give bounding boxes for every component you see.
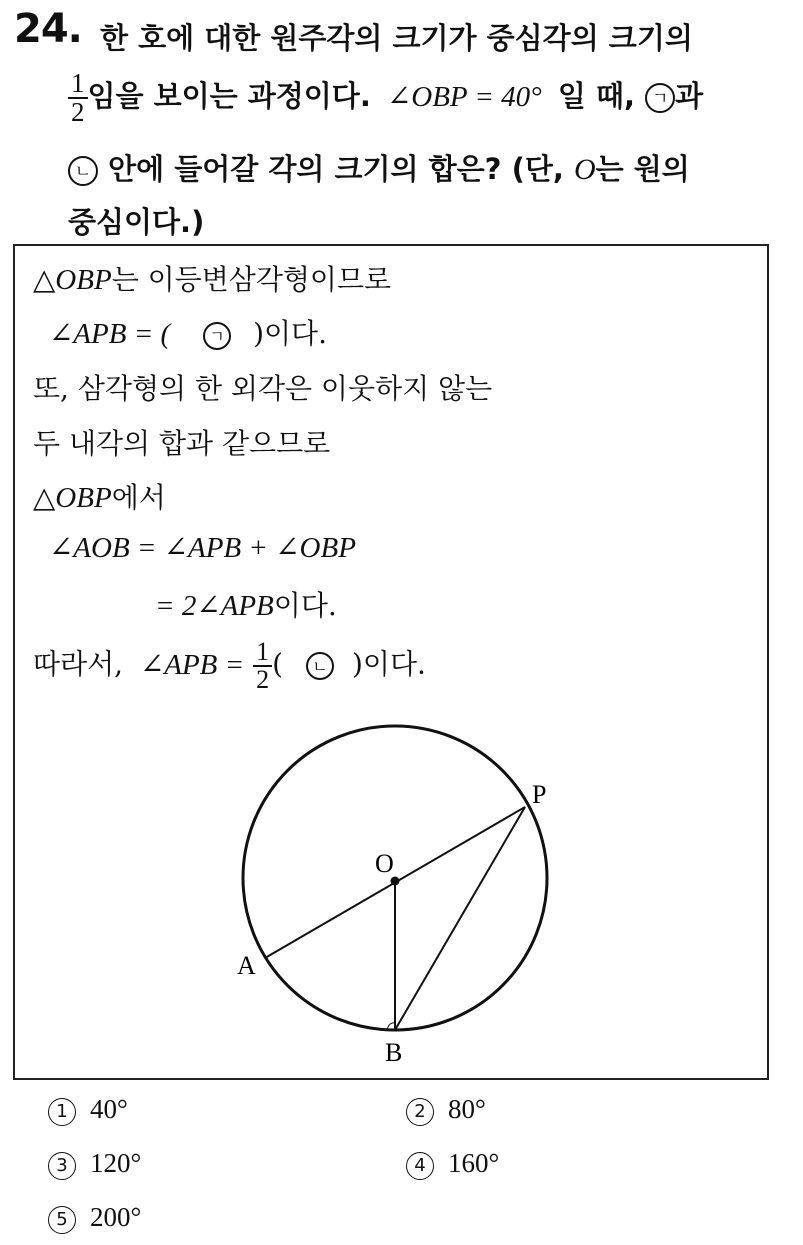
proof-fraction-denominator: 2: [256, 665, 270, 694]
question-fraction: [68, 70, 88, 126]
blank-mark-2: ㄴ: [68, 156, 98, 186]
blank-mark-1: ㄱ: [645, 83, 675, 113]
question-text-3a: 안에 들어갈 각의 크기의 합은? (단,: [108, 152, 564, 186]
proof-text-5: 에서: [111, 481, 166, 514]
question-line-2: [68, 70, 703, 126]
label-a: A: [237, 951, 256, 980]
proof-text-8: 따라서,: [33, 647, 124, 681]
choice-3[interactable]: [48, 1148, 141, 1180]
question-line-4: [68, 200, 204, 241]
label-b: B: [385, 1038, 403, 1067]
choice-value: 200°: [90, 1202, 142, 1232]
question-center-o: O: [573, 153, 596, 186]
choice-value: 80°: [448, 1094, 486, 1124]
paren-open: (: [272, 647, 284, 681]
question-line-1: [100, 16, 693, 57]
choice-value: 120°: [90, 1148, 142, 1178]
proof-text-3: 또, 삼각형의 한 외각은 이웃하지 않는: [33, 372, 493, 405]
angle-aob-equation: ∠AOB = ∠APB + ∠OBP: [49, 532, 356, 564]
proof-fraction-numerator: 1: [253, 639, 272, 667]
question-text-1: 한 호에 대한 원주각의 크기가 중심각의 크기의: [100, 21, 693, 55]
choice-2[interactable]: [406, 1094, 486, 1126]
proof-box: [13, 244, 769, 1080]
label-o: O: [375, 849, 394, 878]
blank-mark-2-box: ㄴ: [306, 652, 334, 680]
question-number: 24.: [14, 6, 82, 52]
proof-text-8b: )이다.: [351, 647, 426, 681]
choice-4[interactable]: [406, 1148, 499, 1180]
segment-bp: [395, 807, 525, 1030]
triangle-obp-2: △OBP: [33, 482, 112, 514]
choice-value: 160°: [448, 1148, 500, 1178]
blank-mark-1-box: ㄱ: [203, 322, 231, 350]
question-line-3: [68, 147, 690, 188]
double-angle-expression: = 2∠APB: [155, 590, 274, 622]
label-p: P: [532, 780, 547, 809]
choice-number: 3: [48, 1152, 76, 1180]
proof-text-2: )이다.: [253, 317, 327, 350]
fraction-denominator: 2: [71, 97, 85, 127]
proof-text-1: 는 이등변삼각형이므로: [111, 263, 392, 296]
choice-number: 1: [48, 1098, 76, 1126]
proof-text-4: 두 내각의 합과 같으므로: [33, 427, 331, 460]
angle-apb-expression: ∠APB = (: [49, 318, 171, 350]
question-angle-condition: ∠OBP = 40°: [386, 81, 542, 113]
choice-5[interactable]: [48, 1202, 141, 1234]
question-text-4: 중심이다.): [68, 205, 205, 239]
question-text-2c: 과: [675, 79, 704, 113]
choice-1[interactable]: [48, 1094, 128, 1126]
choice-number: 4: [406, 1152, 434, 1180]
fraction-numerator: 1: [68, 70, 88, 99]
choice-number: 5: [48, 1206, 76, 1234]
proof-text-7: 이다.: [273, 589, 337, 622]
triangle-obp: △OBP: [33, 264, 112, 296]
angle-apb-half: ∠APB =: [139, 648, 245, 681]
question-text-2b: 일 때,: [557, 79, 636, 113]
choice-value: 40°: [90, 1094, 128, 1124]
question-text-2a: 임을 보이는 과정이다.: [87, 79, 371, 113]
choice-number: 2: [406, 1098, 434, 1126]
question-text-3b: 는 원의: [595, 152, 690, 186]
circle-figure: [15, 246, 767, 1078]
